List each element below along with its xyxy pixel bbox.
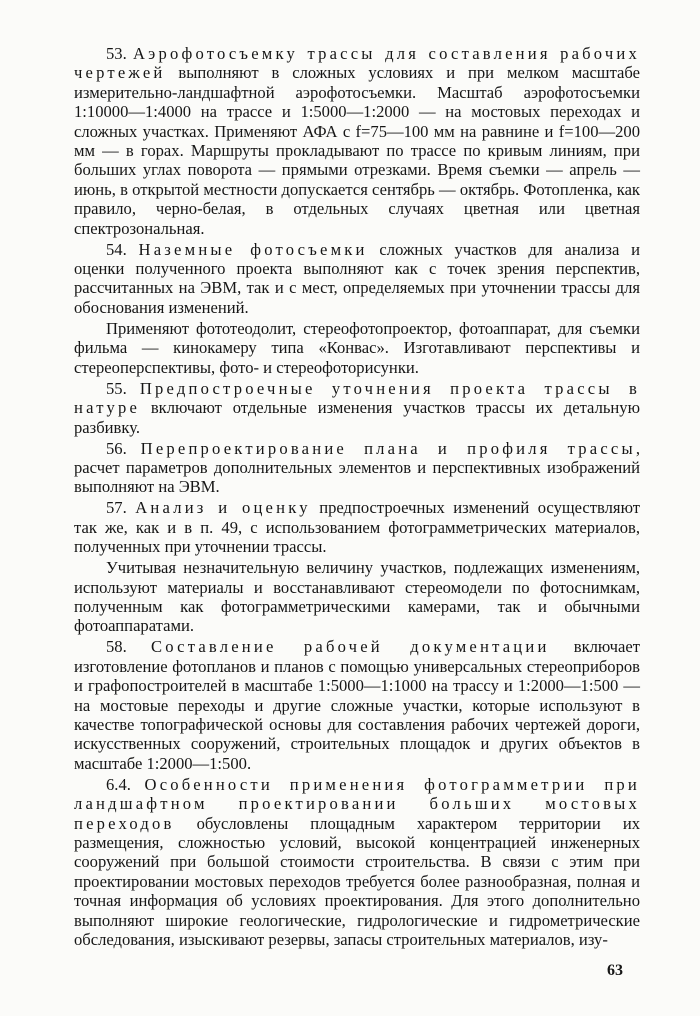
item-number: 53. xyxy=(106,44,133,63)
paragraph-57-cont xyxy=(74,558,640,636)
paragraph-text: включает изготовление фотопланов и планов с помощью универсальных стереоприборов и графопостроителей в масштабе 1:5000—1:1000 на трассу и 1:2000—1:500 — на мостовые переходы и другие сложные участки, которые используют в качестве топографической основы для составления рабочих чертежей дороги, искусственных сооружений, строительных площадок и других объектов в масштабе 1:2000—1:500. xyxy=(74,637,641,773)
paragraph-58 xyxy=(74,637,640,773)
spaced-heading: Особенности применения фотограмметрии при ландшафтном проектировании больших мостовых переходов xyxy=(74,774,640,833)
spaced-heading: Анализ и оценку xyxy=(135,498,311,518)
item-number: 58. xyxy=(106,637,151,657)
paragraph-text: включают отдельные изменения участков трассы их детальную разбивку. xyxy=(74,398,640,437)
spaced-heading: Перепроектирование плана и профиля трассы xyxy=(140,438,636,458)
section-number: 6.4. xyxy=(106,774,145,794)
item-number: 55. xyxy=(106,378,140,398)
spaced-heading: Аэрофотосъемку трассы для составления рабочих чертежей xyxy=(74,44,640,83)
spaced-heading: Составление рабочей документации xyxy=(150,637,550,657)
item-number: 54. xyxy=(106,239,139,259)
spaced-heading: Наземные фотосъемки xyxy=(138,239,368,259)
item-number: 57. xyxy=(106,498,136,518)
paragraph-text: сложных участков для анализа и оценки полученного проекта выполняют как с точек зрения перспектив, рассчитанных на ЭВМ, так и с мест, определяемых при уточнении трассы для обоснования изменений. xyxy=(74,239,640,317)
paragraph-53 xyxy=(74,44,640,238)
paragraph-text: выполняют в сложных условиях и при мелком масштабе измерительно-ландшафтной аэрофотосъемки. Масштаб аэрофотосъемки 1:10000—1:4000 на трассе и 1:5000—1:2000 — на мостовых переходах и сложных участках. Применяют АФА с f=75—100 мм на равнине и f=100—200 мм — в горах. Маршруты прокладывают по трассе по кривым линиям, при больших углах поворота — прямыми отрезками. Время съемки — апрель — июнь, в открытой местности допускается сентябрь — октябрь. Фотопленка, как правило, черно-белая, в отдельных случаях цветная или цветная спектрозональная. xyxy=(74,63,640,238)
paragraph-text: Применяют фототеодолит, стереофотопроектор, фотоаппарат, для съемки фильма — кинокамеру типа «Конвас». Изготавливают перспективы и стереоперспективы, фото- и стереофоторисунки. xyxy=(74,318,640,377)
paragraph-55 xyxy=(74,379,640,437)
body-text xyxy=(74,44,640,951)
paragraph-54 xyxy=(74,240,640,318)
section-6-4 xyxy=(74,775,640,950)
paragraph-56 xyxy=(74,439,640,497)
page-number: 63 xyxy=(607,962,623,979)
paragraph-text: обусловлены площадным характером территории их размещения, сложностью условий, высокой концентрацией инженерных сооружений при большой стоимости строительства. В связи с этим при проектировании мостовых переходов требуется более разнообразная, полная и точная информация об условиях проектирования. Для этого дополнительно выполняют широкие геологические, гидрологические и гидрометрические обследования, изыскивают резервы, запасы строительных материалов, изу- xyxy=(74,813,640,950)
paragraph-text: предпостроечных изменений осуществляют так же, как и в п. 49, с использованием фотограмметрических материалов, полученных при уточнении трассы. xyxy=(74,498,640,557)
paragraph-text: , расчет параметров дополнительных элементов и перспективных изображений выполняют на ЭВМ. xyxy=(74,438,640,497)
item-number: 56. xyxy=(106,438,141,458)
paragraph-text: Учитывая незначительную величину участков, подлежащих изменениям, используют материалы и восстанавливают стереомодели по фотоснимкам, полученным как фотограмметрическими камерами, так и обычными фотоаппаратами. xyxy=(74,558,640,636)
spaced-heading: Предпостроечные уточнения проекта трассы в натуре xyxy=(74,378,641,418)
paragraph-57 xyxy=(74,498,640,556)
paragraph-54-cont xyxy=(74,319,640,377)
